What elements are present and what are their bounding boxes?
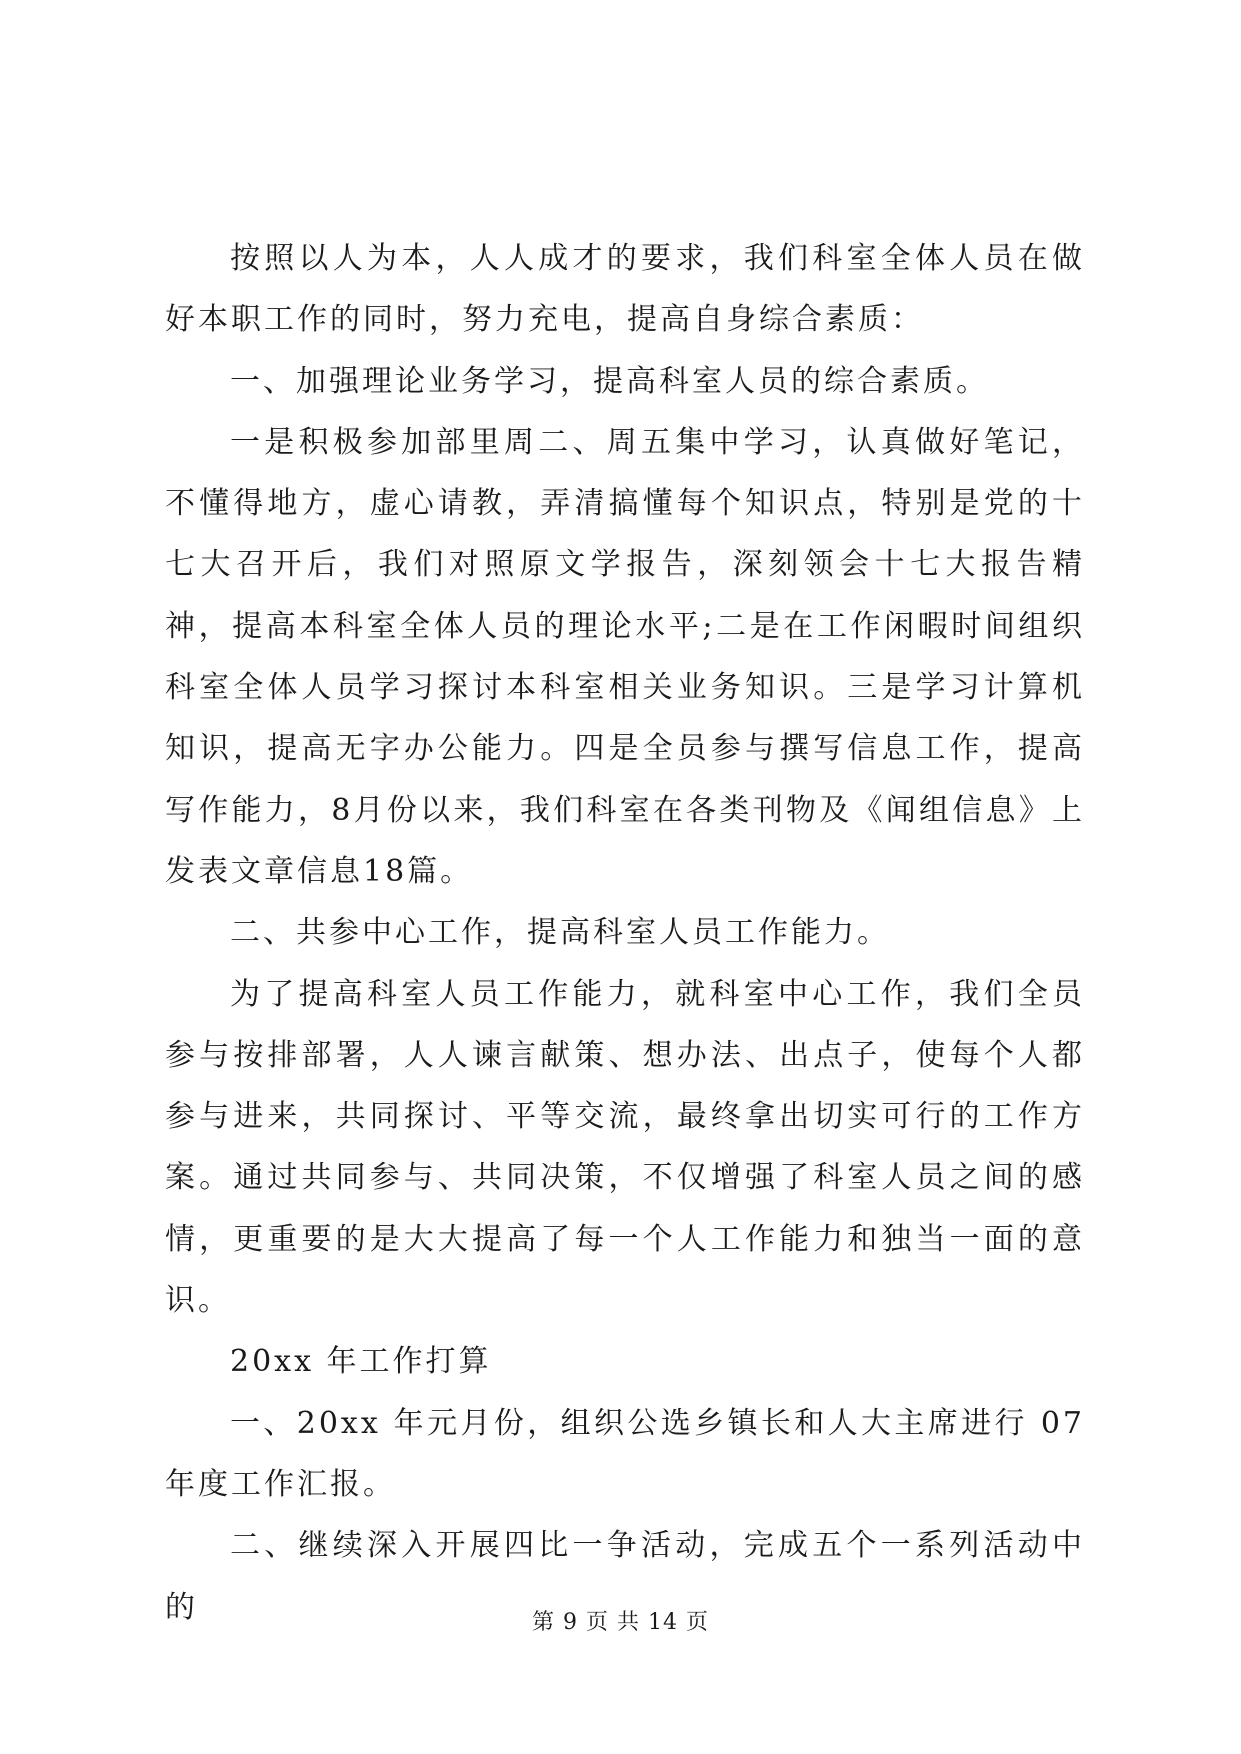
paragraph-intro: 按照以人为本，人人成才的要求，我们科室全体人员在做好本职工作的同时，努力充电，提高自身综合素质： xyxy=(165,241,1085,338)
paragraph-center-work: 为了提高科室人员工作能力，就科室中心工作，我们全员参与按排部署，人人谏言献策、想办法、出点子，使每个人都参与进来，共同探讨、平等交流，最终拿出切实可行的工作方案。通过共同参与、共同决策，不仅增强了科室人员之间的感情，更重要的是大大提高了每一个人工作能力和独当一面的意识。 xyxy=(165,976,1085,1319)
paragraph-plan-item-1: 一、20xx 年元月份，组织公选乡镇长和人大主席进行 07 年度工作汇报。 xyxy=(165,1405,1085,1502)
document-body xyxy=(165,228,1085,1638)
page-number-footer: 第 9 页 共 14 页 xyxy=(532,1610,709,1635)
heading-work-plan: 20xx 年工作打算 xyxy=(230,1344,492,1380)
heading-center-work: 二、共参中心工作，提高科室人员工作能力。 xyxy=(230,915,890,951)
paragraph-theory-study: 一是积极参加部里周二、周五集中学习，认真做好笔记，不懂得地方，虚心请教，弄清搞懂每个知识点，特别是党的十七大召开后，我们对照原文学报告，深刻领会十七大报告精神，提高本科室全体人员的理论水平;二是在工作闲暇时间组织科室全体人员学习探讨本科室相关业务知识。三是学习计算机知识，提高无字办公能力。四是全员参与撰写信息工作，提高写作能力，8月份以来，我们科室在各类刊物及《闻组信息》上发表文章信息18篇。 xyxy=(165,424,1085,889)
heading-theory-study: 一、加强理论业务学习，提高科室人员的综合素质。 xyxy=(230,363,989,399)
paragraph-plan-item-2: 二、继续深入开展四比一争活动，完成五个一系列活动中的 xyxy=(165,1528,1085,1625)
